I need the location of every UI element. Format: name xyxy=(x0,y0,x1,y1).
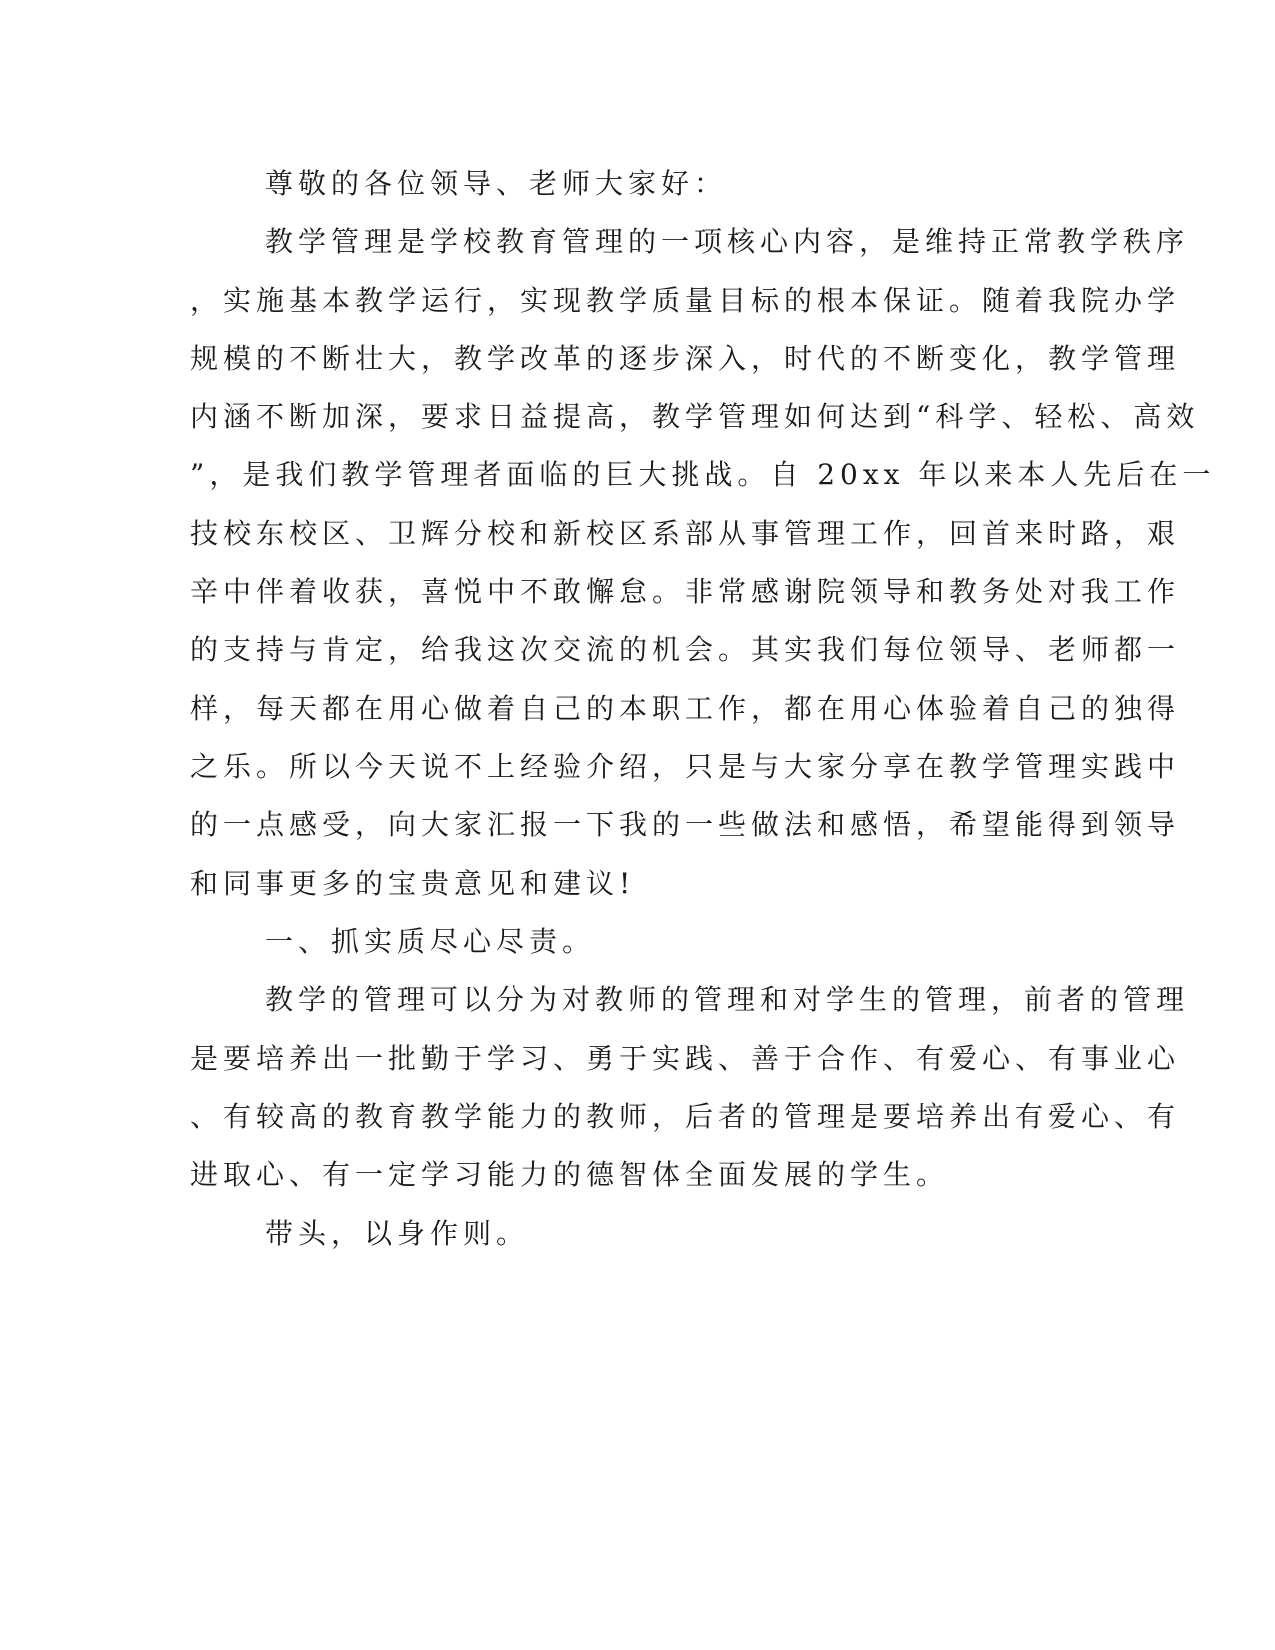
paragraph-line: 、有较高的教育教学能力的教师，后者的管理是要培养出有爱心、有 xyxy=(190,1100,1181,1133)
paragraph-line: 之乐。所以今天说不上经验介绍，只是与大家分享在教学管理实践中 xyxy=(190,750,1181,783)
paragraph-line: 规模的不断壮大，教学改革的逐步深入，时代的不断变化，教学管理 xyxy=(190,342,1181,375)
paragraph-line: ，实施基本教学运行，实现教学质量目标的根本保证。随着我院办学 xyxy=(190,284,1181,317)
paragraph-line: ”，是我们教学管理者面临的巨大挑战。自 20xx 年以来本人先后在一 xyxy=(190,458,1216,491)
paragraph-line: 和同事更多的宝贵意见和建议! xyxy=(190,867,636,900)
paragraph-line: 的支持与肯定，给我这次交流的机会。其实我们每位领导、老师都一 xyxy=(190,633,1181,666)
paragraph-line: 进取心、有一定学习能力的德智体全面发展的学生。 xyxy=(190,1158,950,1191)
subheading: 带头，以身作则。 xyxy=(265,1217,530,1250)
section-heading: 一、抓实质尽心尽责。 xyxy=(265,925,596,958)
paragraph-line: 辛中伴着收获，喜悦中不敢懈怠。非常感谢院领导和教务处对我工作 xyxy=(190,575,1181,608)
paragraph-line: 内涵不断加深，要求日益提高，教学管理如何达到“科学、轻松、高效 xyxy=(190,400,1200,433)
paragraph-line: 教学管理是学校教育管理的一项核心内容，是维持正常教学秩序 xyxy=(265,225,1190,258)
greeting: 尊敬的各位领导、老师大家好： xyxy=(265,167,728,200)
paragraph-line: 教学的管理可以分为对教师的管理和对学生的管理，前者的管理 xyxy=(265,983,1190,1016)
paragraph-line: 是要培养出一批勤于学习、勇于实践、善于合作、有爱心、有事业心 xyxy=(190,1042,1181,1075)
paragraph-line: 技校东校区、卫辉分校和新校区系部从事管理工作，回首来时路，艰 xyxy=(190,517,1181,550)
paragraph-line: 样，每天都在用心做着自己的本职工作，都在用心体验着自己的独得 xyxy=(190,692,1181,725)
paragraph-line: 的一点感受，向大家汇报一下我的一些做法和感悟，希望能得到领导 xyxy=(190,808,1181,841)
